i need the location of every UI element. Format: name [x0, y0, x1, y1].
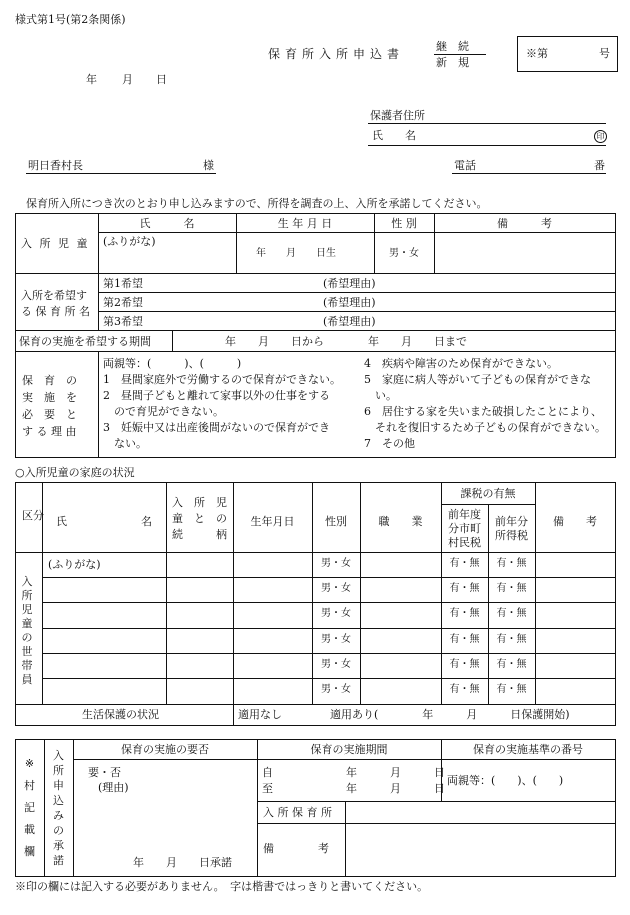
- child-sex-header: 性 別: [391, 217, 417, 230]
- child-header-line: [98, 232, 616, 233]
- tax-income-4-value[interactable]: 有・無: [496, 634, 527, 645]
- job-header: 職 業: [378, 515, 423, 528]
- guardian-address-label: 保護者住所: [370, 109, 425, 122]
- receipt-suffix: 号: [599, 47, 610, 60]
- facility-label: 入 所 保 育 所: [263, 806, 332, 819]
- approval-label-6: の: [53, 824, 64, 837]
- phone-label: 電話: [454, 159, 476, 172]
- period-facility-line: [257, 801, 616, 802]
- family-furigana: (ふりがな): [48, 558, 101, 571]
- type-divider: [434, 54, 486, 55]
- village-bottom-border: [15, 876, 616, 877]
- date-month: 月: [122, 73, 133, 86]
- reason-left-2[interactable]: 1 昼間家庭外で労働するので保育ができない。: [103, 373, 341, 386]
- reason-label-col-line: [98, 351, 99, 458]
- tax-village-5-value[interactable]: 有・無: [449, 659, 480, 670]
- family-sex-1[interactable]: 男・女: [321, 558, 351, 569]
- approval-label-line: [73, 739, 74, 877]
- wish-reason-2: (希望理由): [323, 296, 376, 309]
- family-row-line-5: [42, 678, 616, 679]
- period-bottom-line: [15, 351, 616, 352]
- approval-label-2: 所: [53, 764, 64, 777]
- approval-date[interactable]: 年 月 日承諾: [133, 856, 232, 869]
- reason-label-1: 保 育 の: [22, 374, 77, 387]
- wish-line-2: [98, 311, 616, 312]
- family-row-line-3: [42, 628, 616, 629]
- kubun-header-1: 区分: [22, 509, 44, 522]
- child-label: 入 所 児 童: [21, 237, 90, 250]
- guardian-name-line[interactable]: [368, 145, 606, 146]
- tax-header: 課税の有無: [460, 487, 516, 500]
- child-notes-header: 備 考: [497, 217, 552, 230]
- welfare-bottom: [15, 725, 616, 726]
- facility-notes-line: [257, 823, 616, 824]
- child-furigana: (ふりがな): [103, 235, 156, 248]
- tax-village-2-value[interactable]: 有・無: [449, 583, 480, 594]
- date-day: 日: [156, 73, 167, 86]
- guardian-name-label: 氏 名: [372, 129, 416, 142]
- type-continue: 継 続: [436, 40, 469, 53]
- welfare-label: 生活保護の状況: [82, 708, 159, 721]
- village-notes-label: 備 考: [263, 842, 329, 855]
- necessity-reason: (理由): [98, 781, 129, 794]
- reason-bottom-line: [15, 457, 616, 458]
- tax-income-5-value[interactable]: 有・無: [496, 659, 527, 670]
- necessity-header: 保育の実施の要否: [121, 743, 209, 756]
- wish-1[interactable]: 第1希望: [103, 277, 143, 290]
- type-new: 新 規: [436, 56, 469, 69]
- relation-header-2: 童 と の: [172, 512, 227, 525]
- reason-left-1[interactable]: 両親等：( )、( ): [103, 357, 242, 370]
- standard-header: 保育の実施基準の番号: [473, 743, 583, 756]
- receipt-mark: ※第: [526, 47, 548, 60]
- name-header-2: 名: [141, 515, 152, 528]
- standard-parents[interactable]: 両親等：( )、( ): [447, 774, 564, 787]
- form-title: 保育所入所申込書: [268, 47, 405, 61]
- period-header: 保育の実施期間: [310, 743, 388, 756]
- family-row-line-2: [42, 602, 616, 603]
- addressee: 明日香村長: [28, 159, 83, 172]
- wish-reason-1: (希望理由): [323, 277, 376, 290]
- table-right-border: [615, 213, 616, 458]
- relation-header-3: 続 柄: [172, 528, 227, 541]
- approval-label-1: 入: [53, 749, 64, 762]
- footer-note: ※印の欄には記入する必要がありません。 字は楷書ではっきりと書いてください。: [15, 880, 429, 893]
- tax-village-3-value[interactable]: 有・無: [449, 608, 480, 619]
- wish-label-1: 入所を希望す: [21, 289, 87, 302]
- side-label-3: 記: [24, 801, 35, 814]
- village-right-border: [615, 739, 616, 877]
- family-sex-5[interactable]: 男・女: [321, 659, 351, 670]
- date-year: 年: [86, 73, 97, 86]
- family-section-title: ○入所児童の家庭の状況: [15, 466, 135, 479]
- family-sex-6[interactable]: 男・女: [321, 684, 351, 695]
- family-birth-header: 生年月日: [250, 515, 295, 528]
- family-top-border: [15, 482, 616, 483]
- approval-label-3: 申: [53, 779, 64, 792]
- family-left-border: [15, 482, 16, 726]
- relation-header-1: 入 所 児: [172, 496, 227, 509]
- child-name-header: 氏 名: [139, 217, 195, 230]
- necessity-col-line: [257, 739, 258, 877]
- child-sex-value[interactable]: 男・女: [389, 248, 419, 259]
- reason-right-4[interactable]: 6 居住する家を失いまた破損したことにより、: [364, 405, 602, 418]
- reason-right-3: い。: [364, 389, 397, 402]
- table-top-border: [15, 213, 616, 214]
- side-label-5: 欄: [24, 845, 35, 858]
- family-rows-bottom: [15, 704, 616, 705]
- table-left-border: [15, 213, 16, 458]
- tax-village-1: 前年度: [448, 508, 481, 521]
- family-sex-header: 性別: [325, 515, 347, 528]
- intro-text: 保育所入所につき次のとおり申し込みますので、所得を調査の上、入所を承諾してください。: [26, 197, 488, 210]
- tax-income-6-value[interactable]: 有・無: [496, 684, 527, 695]
- addressee-line: [26, 173, 216, 174]
- wish-3[interactable]: 第3希望: [103, 315, 143, 328]
- label-col-line: [98, 213, 99, 331]
- reason-label-4: す る 理 由: [22, 425, 77, 438]
- reason-left-5[interactable]: 3 妊娠中又は出産後間がないので保育ができ: [103, 421, 330, 434]
- reason-right-2[interactable]: 5 家庭に病人等がいて子どもの保育ができな: [364, 373, 591, 386]
- reason-left-4: ので育児ができない。: [103, 405, 224, 418]
- seal-mark: 印: [594, 130, 607, 143]
- tax-village-2: 分市町: [448, 522, 481, 535]
- family-notes-header: 備 考: [553, 515, 597, 528]
- side-label-4: 載: [24, 823, 35, 836]
- tax-income-3-value[interactable]: 有・無: [496, 608, 527, 619]
- side-label-1: ※: [24, 757, 35, 770]
- approval-label-8: 諾: [53, 854, 64, 867]
- reason-right-6[interactable]: 7 その他: [364, 437, 415, 450]
- period-from-ymd[interactable]: 年 月 日: [346, 766, 445, 779]
- reason-left-3[interactable]: 2 昼間子どもと離れて家事以外の仕事をする: [103, 389, 330, 402]
- tax-village-3: 村民税: [448, 536, 481, 549]
- wish-reason-3: (希望理由): [323, 315, 376, 328]
- phone-line[interactable]: [452, 173, 606, 174]
- facility-label-line: [345, 801, 346, 877]
- reason-right-1[interactable]: 4 疾病や障害のため保育ができない。: [364, 357, 558, 370]
- period-to-ymd[interactable]: 年 月 日: [346, 782, 445, 795]
- village-top-border: [15, 739, 616, 740]
- village-header-line: [73, 759, 616, 760]
- guardian-address-line[interactable]: [368, 123, 606, 124]
- family-row-line-4: [42, 653, 616, 654]
- period-from[interactable]: 年 月 日から: [225, 335, 324, 348]
- wish-line-1: [98, 292, 616, 293]
- period-to[interactable]: 年 月 日まで: [368, 335, 467, 348]
- period-to-label: 至: [262, 782, 273, 795]
- tax-village-6-value[interactable]: 有・無: [449, 684, 480, 695]
- wish-label-2: る 保 育 所 名: [21, 305, 90, 318]
- reason-right-5: それを復旧するため子どもの保育ができない。: [364, 421, 606, 434]
- family-sex-3[interactable]: 男・女: [321, 608, 351, 619]
- reason-left-6: ない。: [103, 437, 147, 450]
- child-birth-value[interactable]: 年 月 日生: [256, 248, 336, 259]
- necessity-value[interactable]: 要・否: [88, 766, 121, 779]
- tax-village-4-value[interactable]: 有・無: [449, 634, 480, 645]
- approval-label-7: 承: [53, 839, 64, 852]
- wish-bottom-line: [15, 330, 616, 331]
- child-bottom-line: [15, 273, 616, 274]
- family-sex-2[interactable]: 男・女: [321, 583, 351, 594]
- welfare-none[interactable]: 適用なし: [238, 708, 282, 721]
- reason-label-3: 必 要 と: [22, 408, 77, 421]
- child-birth-header: 生 年 月 日: [277, 217, 333, 230]
- tax-income-2: 所得税: [495, 529, 528, 542]
- family-row-line-1: [42, 577, 616, 578]
- period-label-col-line: [172, 330, 173, 351]
- phone-suffix: 番: [594, 159, 605, 172]
- tax-income-1-value[interactable]: 有・無: [496, 558, 527, 569]
- name-header-1: 氏: [56, 515, 67, 528]
- tax-income-1: 前年分: [495, 515, 528, 528]
- family-header-bottom: [15, 552, 616, 553]
- tax-village-1-value[interactable]: 有・無: [449, 558, 480, 569]
- family-group-label: 入所児童の世帯員: [21, 575, 33, 686]
- approval-label-4: 込: [53, 794, 64, 807]
- honorific: 様: [203, 159, 214, 172]
- form-number: 様式第1号(第2条関係): [15, 13, 126, 26]
- wish-2[interactable]: 第2希望: [103, 296, 143, 309]
- family-sex-4[interactable]: 男・女: [321, 634, 351, 645]
- welfare-applied[interactable]: 適用あり( 年 月 日保護開始): [330, 708, 570, 721]
- side-label-2: 村: [24, 779, 35, 792]
- period-from-label: 自: [262, 766, 273, 779]
- reason-label-2: 実 施 を: [22, 391, 77, 404]
- period-label: 保育の実施を希望する期間: [19, 335, 151, 348]
- tax-income-2-value[interactable]: 有・無: [496, 583, 527, 594]
- family-right-border: [615, 482, 616, 726]
- approval-label-5: み: [53, 809, 64, 822]
